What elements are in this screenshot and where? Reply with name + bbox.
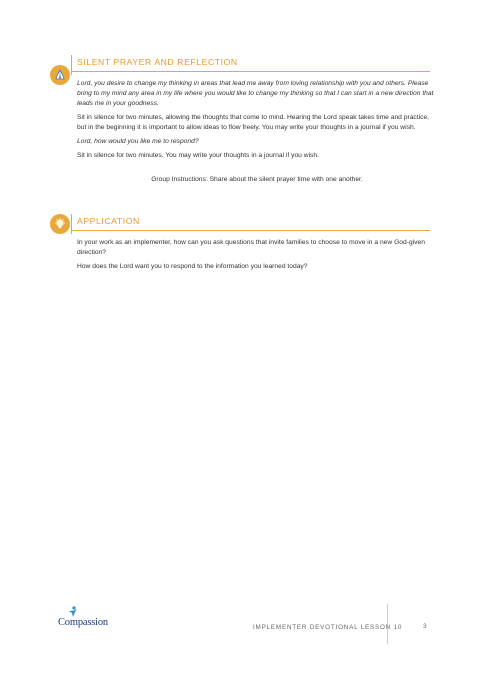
lightbulb-icon: [50, 214, 70, 234]
instruction-text: Sit in silence for two minutes, allowing the thoughts that come to mind. Hearing the Lord speak takes time and practice, but in the beginning it is important to allow ideas to flow freely. You may write your thoughts in a journal if you wish.: [77, 114, 430, 131]
compassion-logo: [58, 612, 128, 630]
prayer-text: Lord, you desire to change my thinking in areas that lead me away from loving relationship with you and others. Please bring to my mind any area in my life where you would like to change my thinking so that I can start in a new direction that leads me in your goodness.: [77, 80, 434, 107]
footer-document-title: IMPLEMENTER DEVOTIONAL LESSON 10: [253, 624, 403, 631]
section-header: [71, 214, 430, 231]
application-question: How does the Lord want you to respond to the information you learned today?: [77, 263, 308, 270]
section-body: [77, 238, 437, 276]
prayer-question: Lord, how would you like me to respond?: [77, 138, 199, 145]
prayer-hands-icon: [50, 65, 70, 85]
logo-text: Compassion: [58, 617, 108, 628]
section-title: APPLICATION: [77, 216, 140, 226]
application-question: In your work as an implementer, how can you ask questions that invite families to choose to move in a new God-given direction?: [77, 239, 425, 256]
page-number: 3: [423, 623, 427, 630]
group-instructions: Group Instructions: Share about the silent prayer time with one another.: [151, 176, 363, 183]
section-body: [77, 79, 437, 189]
instruction-text: Sit in silence for two minutes. You may write your thoughts in a journal if you wish.: [77, 152, 319, 159]
section-header: [71, 55, 430, 72]
section-title: SILENT PRAYER AND REFLECTION: [77, 57, 238, 67]
